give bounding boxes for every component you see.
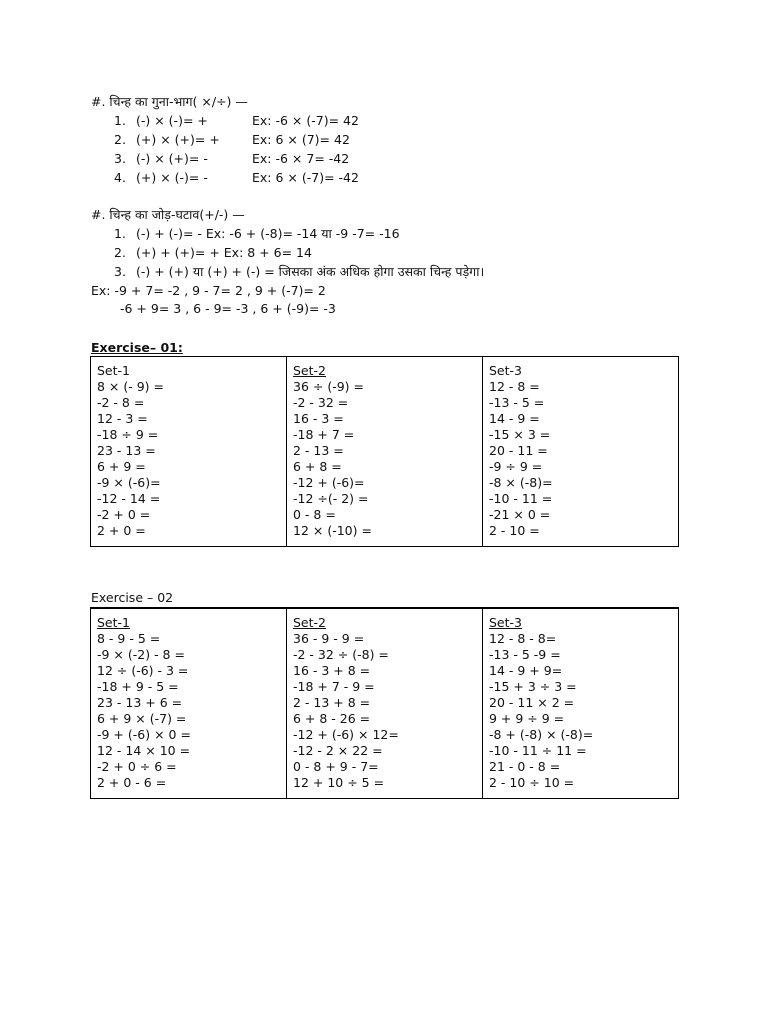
set-label: Set-1 [97, 615, 130, 630]
problem: -18 + 7 = [293, 427, 355, 442]
rule-number: 1. [114, 226, 126, 241]
problem: -12 - 2 × 22 = [293, 743, 383, 758]
problem: 20 - 11 × 2 = [489, 695, 575, 710]
rule-text: (-) + (+) या (+) + (-) = जिसका अंक अधिक होगा उसका चिन्ह पड़ेगा। [136, 264, 485, 279]
problem: -9 ÷ 9 = [489, 459, 543, 474]
problem: 12 - 14 × 10 = [97, 743, 191, 758]
problem: -15 + 3 ÷ 3 = [489, 679, 577, 694]
rule-number: 3. [114, 264, 126, 279]
problem: -10 - 11 ÷ 11 = [489, 743, 587, 758]
rule-example: Ex: -6 × 7= -42 [252, 151, 350, 166]
exercise-01-title: Exercise– 01: [91, 340, 183, 355]
problem: 12 × (-10) = [293, 523, 372, 538]
exercise-02-title: Exercise – 02 [91, 590, 174, 605]
problem: 12 ÷ (-6) - 3 = [97, 663, 189, 678]
problem: -12 + (-6) × 12= [293, 727, 399, 742]
set-column [287, 357, 483, 547]
problem: 21 - 0 - 8 = [489, 759, 561, 774]
rule-text: (-) + (-)= - Ex: -6 + (-8)= -14 या -9 -7= -16 [136, 226, 400, 241]
rule-text: (-) × (+)= - [136, 151, 208, 166]
problem: 14 - 9 + 9= [489, 663, 563, 678]
set-label: Set-1 [97, 363, 130, 378]
problem: 2 - 13 = [293, 443, 344, 458]
problem: -18 + 7 - 9 = [293, 679, 375, 694]
problem: -2 - 32 = [293, 395, 349, 410]
problem: 2 - 10 = [489, 523, 540, 538]
rule-number: 4. [114, 170, 126, 185]
problem: -9 + (-6) × 0 = [97, 727, 191, 742]
problem: 9 + 9 ÷ 9 = [489, 711, 565, 726]
rule-example: Ex: -6 × (-7)= 42 [252, 113, 359, 128]
problem: 6 + 9 = [97, 459, 146, 474]
problem: -10 - 11 = [489, 491, 553, 506]
addition-example-line: -6 + 9= 3 , 6 - 9= -3 , 6 + (-9)= -3 [120, 301, 336, 316]
rule-text: (+) × (+)= + [136, 132, 220, 147]
problem: -2 + 0 ÷ 6 = [97, 759, 177, 774]
set-column [287, 608, 483, 799]
rule-example: Ex: 6 × (7)= 42 [252, 132, 350, 147]
problem: -18 ÷ 9 = [97, 427, 159, 442]
set-column [91, 608, 287, 799]
problem: -2 + 0 = [97, 507, 151, 522]
problem: 36 ÷ (-9) = [293, 379, 364, 394]
problem: -8 + (-8) × (-8)= [489, 727, 594, 742]
problem: 6 + 9 × (-7) = [97, 711, 187, 726]
problem: 0 - 8 = [293, 507, 336, 522]
rule-text: (+) × (-)= - [136, 170, 208, 185]
problem: -12 - 14 = [97, 491, 161, 506]
rule-number: 2. [114, 132, 126, 147]
problem: 2 + 0 - 6 = [97, 775, 167, 790]
set-label: Set-2 [293, 363, 326, 378]
problem: 2 + 0 = [97, 523, 146, 538]
set-column [483, 357, 679, 547]
rule-number: 1. [114, 113, 126, 128]
problem: 23 - 13 + 6 = [97, 695, 183, 710]
problem: 12 + 10 ÷ 5 = [293, 775, 385, 790]
exercise-02-table [90, 607, 679, 799]
problem: -9 × (-2) - 8 = [97, 647, 185, 662]
set-column [91, 357, 287, 547]
rule-number: 3. [114, 151, 126, 166]
problem: -15 × 3 = [489, 427, 551, 442]
problem: 14 - 9 = [489, 411, 540, 426]
problem: 12 - 3 = [97, 411, 148, 426]
problem: -9 × (-6)= [97, 475, 161, 490]
set-label: Set-3 [489, 363, 522, 378]
rule-example: Ex: 6 × (-7)= -42 [252, 170, 359, 185]
set-column [483, 608, 679, 799]
problem: 12 - 8 - 8= [489, 631, 557, 646]
problem: 16 - 3 + 8 = [293, 663, 371, 678]
problem: 12 - 8 = [489, 379, 540, 394]
problem: 36 - 9 - 9 = [293, 631, 365, 646]
problem: 20 - 11 = [489, 443, 548, 458]
rule-text: (-) × (-)= + [136, 113, 208, 128]
problem: -2 - 32 ÷ (-8) = [293, 647, 389, 662]
problem: -8 × (-8)= [489, 475, 553, 490]
set-label: Set-2 [293, 615, 326, 630]
rule-number: 2. [114, 245, 126, 260]
problem: -12 + (-6)= [293, 475, 365, 490]
exercise-01-table [90, 356, 679, 547]
problem: 2 - 10 ÷ 10 = [489, 775, 575, 790]
problem: -12 ÷(- 2) = [293, 491, 369, 506]
problem: -13 - 5 -9 = [489, 647, 561, 662]
problem: 6 + 8 - 26 = [293, 711, 371, 726]
problem: -18 + 9 - 5 = [97, 679, 179, 694]
addition-example-line: Ex: -9 + 7= -2 , 9 - 7= 2 , 9 + (-7)= 2 [91, 283, 326, 298]
rule-text: (+) + (+)= + Ex: 8 + 6= 14 [136, 245, 312, 260]
problem: 23 - 13 = [97, 443, 156, 458]
problem: -2 - 8 = [97, 395, 145, 410]
problem: 0 - 8 + 9 - 7= [293, 759, 379, 774]
problem: 8 × (- 9) = [97, 379, 165, 394]
problem: -13 - 5 = [489, 395, 545, 410]
problem: 2 - 13 + 8 = [293, 695, 371, 710]
problem: -21 × 0 = [489, 507, 551, 522]
set-label: Set-3 [489, 615, 522, 630]
problem: 6 + 8 = [293, 459, 342, 474]
addition-rules-heading: #. चिन्ह का जोड़-घटाव(+/-) — [91, 207, 245, 222]
problem: 8 - 9 - 5 = [97, 631, 161, 646]
multiplication-rules-heading: #. चिन्ह का गुना-भाग( ×/÷) — [91, 94, 248, 109]
problem: 16 - 3 = [293, 411, 344, 426]
